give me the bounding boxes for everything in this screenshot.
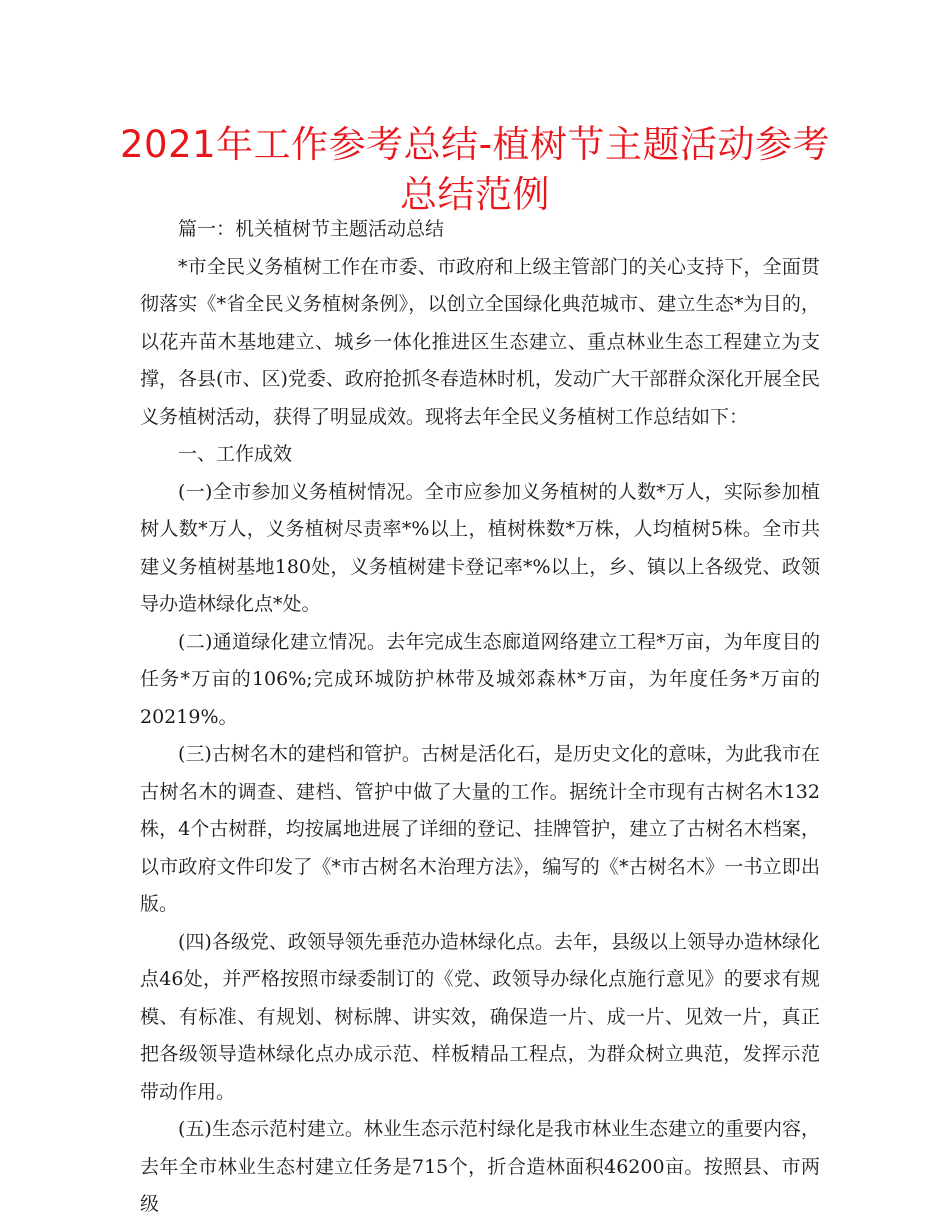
paragraph-leadership-sites: (四)各级党、政领导领先垂范办造林绿化点。去年，县级以上领导办造林绿化点46处，并严格按照市绿委制订的《党、政领导办绿化点施行意见》的要求有规模、有标准、有规划、树标牌、讲实效，确保造一片、成一片、见效一片，真正把各级领导造林绿化点办成示范、样板精品工程点，为群众树立典范，发挥示范带动作用。 [140,930,820,1103]
paragraph-corridor-greening: (二)通道绿化建立情况。去年完成生态廊道网络建立工程*万亩，为年度目的任务*万亩的106%;完成环城防护林带及城郊森林*万亩，为年度任务*万亩的20219%。 [140,630,820,728]
paragraph-demo-villages: (五)生态示范村建立。林业生态示范村绿化是我市林业生态建立的重要内容，去年全市林业生态村建立任务是715个，折合造林面积46200亩。按照县、市两级 [140,1118,820,1215]
paragraph-participation: (一)全市参加义务植树情况。全市应参加义务植树的人数*万人，实际参加植树人数*万人，义务植树尽责率*%以上，植树株数*万株，人均植树5株。全市共建义务植树基地180处，义务植树建卡登记率*%以上，乡、镇以上各级党、政领导办造林绿化点*处。 [140,480,820,615]
section-heading-results: 一、工作成效 [178,443,293,465]
paragraph-intro: *市全民义务植树工作在市委、市政府和上级主管部门的关心支持下，全面贯彻落实《*省全民义务植树条例》，以创立全国绿化典范城市、建立生态*为目的，以花卉苗木基地建立、城乡一体化推进区生态建立、重点林业生态工程建立为支撑，各县(市、区)党委、政府抢抓冬春造林时机，发动广大干部群众深化开展全民义务植树活动，获得了明显成效。现将去年全民义务植树工作总结如下： [140,255,820,428]
paragraph-ancient-trees: (三)古树名木的建档和管护。古树是活化石，是历史文化的意味，为此我市在古树名木的调查、建档、管护中做了大量的工作。据统计全市现有古树名木132株，4个古树群，均按属地进展了详细的登记、挂牌管护，建立了古树名木档案，以市政府文件印发了《*市古树名木治理方法》，编写的《*古树名木》一书立即出版。 [140,743,820,915]
document-title: 2021年工作参考总结-植树节主题活动参考总结范例 [120,123,831,216]
section-heading-part-one: 篇一：机关植树节主题活动总结 [178,218,445,240]
document-body [140,211,820,1224]
